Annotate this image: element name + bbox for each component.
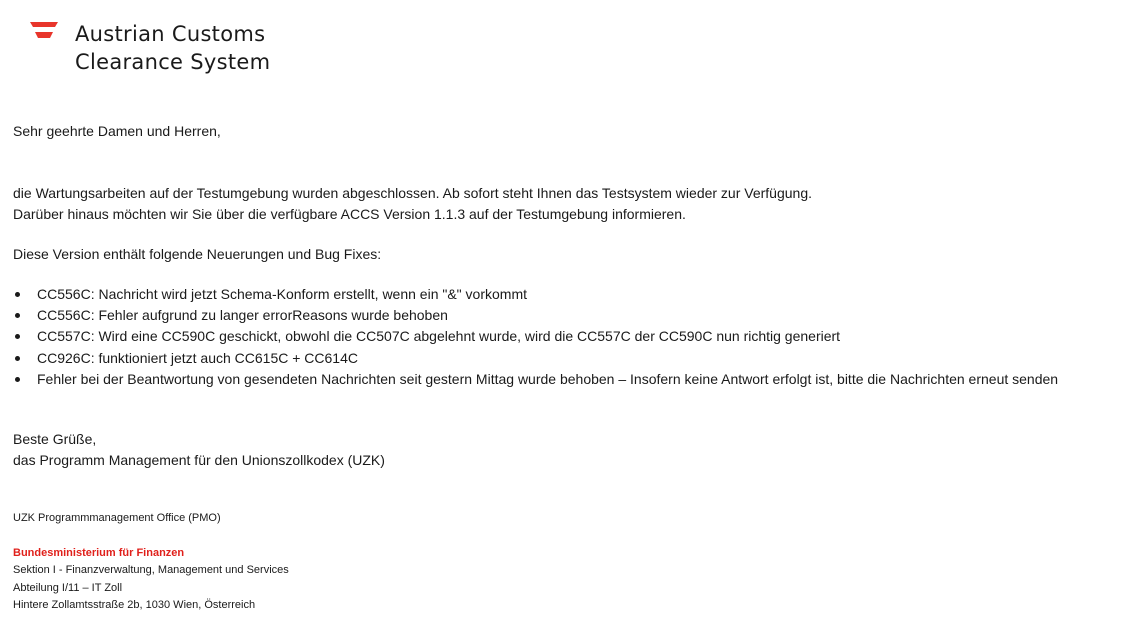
list-item: CC556C: Fehler aufgrund zu langer errorReasons wurde behoben [13,305,1058,326]
intro-line-1: die Wartungsarbeiten auf der Testumgebung wurden abgeschlossen. Ab sofort steht Ihnen das Testsystem wieder zur Verfügung. [13,185,812,201]
austrian-flag-icon [30,22,58,42]
list-item: CC557C: Wird eine CC590C geschickt, obwohl die CC507C abgelehnt wurde, wird die CC557C der CC590C nun richtig generiert [13,326,1058,347]
closing-greeting: Beste Grüße, [13,431,97,447]
list-item: CC926C: funktioniert jetzt auch CC615C + CC614C [13,348,1058,369]
changes-list [13,284,1058,390]
signature-office: UZK Programmmanagement Office (PMO) [13,512,221,524]
acss-logo [30,20,270,76]
list-item: CC556C: Nachricht wird jetzt Schema-Konform erstellt, wenn ein "&" vorkommt [13,284,1058,305]
changes-intro: Diese Version enthält folgende Neuerungen und Bug Fixes: [13,246,382,262]
closing-sender: das Programm Management für den Unionszollkodex (UZK) [13,451,385,468]
logo-title [75,20,270,76]
salutation: Sehr geehrte Damen und Herren, [13,123,221,139]
signature-block [13,545,289,615]
intro-paragraph [13,183,812,224]
closing [13,429,385,470]
intro-line-2: Darüber hinaus möchten wir Sie über die verfügbare ACCS Version 1.1.3 auf der Testumgebung informieren. [13,205,686,222]
signature-ministry: Bundesministerium für Finanzen [13,547,185,559]
list-item: Fehler bei der Beantwortung von gesendeten Nachrichten seit gestern Mittag wurde behoben – Insofern keine Antwort erfolgt ist, bitte die Nachrichten erneut senden [13,369,1058,390]
logo-title-line1: Austrian Customs [75,22,266,46]
signature-address: Hintere Zollamtsstraße 2b, 1030 Wien, Österreich [13,599,256,612]
signature-department: Abteilung I/11 – IT Zoll [13,581,123,594]
signature-section: Sektion I - Finanzverwaltung, Management und Services [13,564,289,577]
logo-title-line2: Clearance System [75,50,271,74]
